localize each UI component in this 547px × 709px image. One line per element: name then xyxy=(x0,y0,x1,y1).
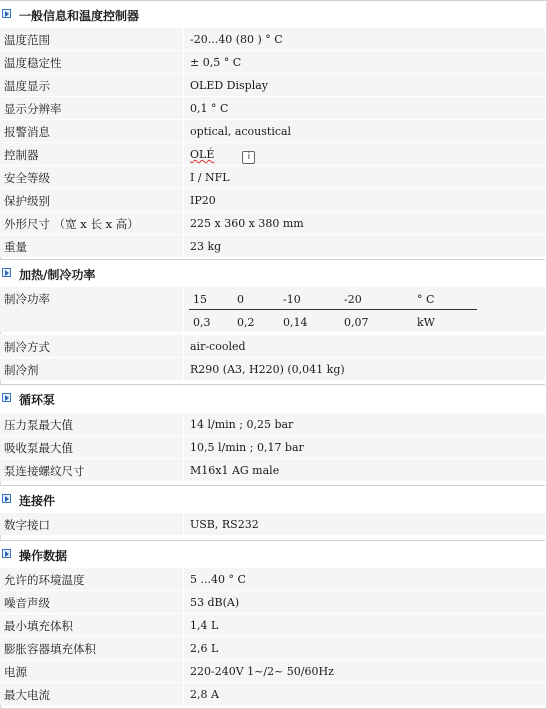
temp-unit: ° C xyxy=(417,293,435,306)
section-general-header[interactable] xyxy=(0,0,545,28)
spec-value: I / NFL xyxy=(190,171,230,184)
section-title: 连接件 xyxy=(19,494,56,508)
spec-key: 重量 xyxy=(4,240,27,254)
temp-cell: -10 xyxy=(283,293,301,306)
spec-key: 制冷方式 xyxy=(4,340,50,354)
spec-key: 膨胀容器填充体积 xyxy=(4,642,96,656)
spec-row xyxy=(0,590,545,613)
spec-value-controller xyxy=(190,148,255,164)
temp-cell: 0 xyxy=(237,293,244,306)
spec-key: 安全等级 xyxy=(4,171,50,185)
spec-value: -20...40 (80 ) ° C xyxy=(190,33,283,46)
spec-key: 制冷剂 xyxy=(4,363,39,377)
expand-arrow-icon[interactable] xyxy=(2,393,11,402)
spec-key: 显示分辨率 xyxy=(4,102,62,116)
spec-row xyxy=(0,512,545,535)
spec-row xyxy=(0,27,545,50)
spec-value: 14 l/min ; 0,25 bar xyxy=(190,418,294,431)
spec-row xyxy=(0,412,545,435)
spec-value: optical, acoustical xyxy=(190,125,292,138)
spec-key: 制冷功率 xyxy=(4,292,50,306)
spec-value: ± 0,5 ° C xyxy=(190,56,242,69)
section-title: 操作数据 xyxy=(19,549,68,563)
spec-value: M16x1 AG male xyxy=(190,464,280,477)
spec-key: 保护级别 xyxy=(4,194,50,208)
spec-key: 温度范围 xyxy=(4,33,50,47)
expand-arrow-icon[interactable] xyxy=(2,9,11,18)
expand-arrow-icon[interactable] xyxy=(2,549,11,558)
spec-row xyxy=(0,636,545,659)
spec-key: 温度稳定性 xyxy=(4,56,62,70)
spec-key: 温度显示 xyxy=(4,79,50,93)
spec-row xyxy=(0,234,545,257)
cooling-power-table xyxy=(0,287,545,332)
spec-row xyxy=(0,73,545,96)
expand-arrow-icon[interactable] xyxy=(2,268,11,277)
spec-row xyxy=(0,435,545,458)
spec-row xyxy=(0,96,545,119)
section-title: 一般信息和温度控制器 xyxy=(19,9,140,23)
spec-key: 电源 xyxy=(4,665,27,679)
spec-value: air-cooled xyxy=(190,340,246,353)
table-divider xyxy=(189,309,477,310)
spec-value: 5 ...40 ° C xyxy=(190,573,246,586)
spec-key: 报警消息 xyxy=(4,125,50,139)
spec-row xyxy=(0,119,545,142)
info-icon[interactable]: i xyxy=(242,151,255,164)
spec-key: 数字接口 xyxy=(4,518,50,532)
spec-value: R290 (A3, H220) (0,041 kg) xyxy=(190,363,345,376)
spec-value: 10,5 l/min ; 0,17 bar xyxy=(190,441,304,454)
section-operating-header[interactable] xyxy=(0,540,545,568)
spec-row xyxy=(0,50,545,73)
spec-key: 最小填充体积 xyxy=(4,619,73,633)
temp-cell: -20 xyxy=(344,293,362,306)
spec-row xyxy=(0,613,545,636)
section-title: 加热/制冷功率 xyxy=(19,268,96,282)
spec-value: 220-240V 1~/2~ 50/60Hz xyxy=(190,665,334,678)
spec-value: 2,6 L xyxy=(190,642,219,655)
power-cell: 0,07 xyxy=(344,316,369,329)
spec-row xyxy=(0,659,545,682)
spec-value: OLED Display xyxy=(190,79,268,92)
spec-key: 吸收泵最大值 xyxy=(4,441,73,455)
power-cell: 0,14 xyxy=(283,316,308,329)
section-connections-header[interactable] xyxy=(0,485,545,513)
section-title: 循环泵 xyxy=(19,393,56,407)
spec-value: 0,1 ° C xyxy=(190,102,229,115)
spec-row xyxy=(0,165,545,188)
spec-key: 最大电流 xyxy=(4,688,50,702)
spec-value: 23 kg xyxy=(190,240,222,253)
spec-row xyxy=(0,567,545,590)
spec-value: USB, RS232 xyxy=(190,518,259,531)
spec-value: 2,8 A xyxy=(190,688,219,701)
spec-value: IP20 xyxy=(190,194,216,207)
spec-key: 泵连接螺纹尺寸 xyxy=(4,464,85,478)
spec-value: 53 dB(A) xyxy=(190,596,240,609)
spec-key: 允许的环境温度 xyxy=(4,573,85,587)
spec-key: 控制器 xyxy=(4,148,39,162)
spec-row xyxy=(0,357,545,380)
controller-value: OLÉ xyxy=(190,148,215,161)
power-unit: kW xyxy=(417,316,435,329)
temp-cell: 15 xyxy=(193,293,207,306)
spec-row xyxy=(0,334,545,357)
spec-row xyxy=(0,188,545,211)
power-cell: 0,3 xyxy=(193,316,211,329)
spec-row xyxy=(0,211,545,234)
expand-arrow-icon[interactable] xyxy=(2,494,11,503)
spec-row xyxy=(0,142,545,165)
spec-key: 噪音声级 xyxy=(4,596,50,610)
section-power-header[interactable] xyxy=(0,259,545,287)
spec-value: 225 x 360 x 380 mm xyxy=(190,217,304,230)
spec-value: 1,4 L xyxy=(190,619,219,632)
spec-row xyxy=(0,458,545,481)
spec-row xyxy=(0,682,545,705)
spec-key: 外形尺寸 （宽 x 长 x 高） xyxy=(4,217,139,231)
power-cell: 0,2 xyxy=(237,316,255,329)
section-pump-header[interactable] xyxy=(0,384,545,412)
spec-key: 压力泵最大值 xyxy=(4,418,73,432)
